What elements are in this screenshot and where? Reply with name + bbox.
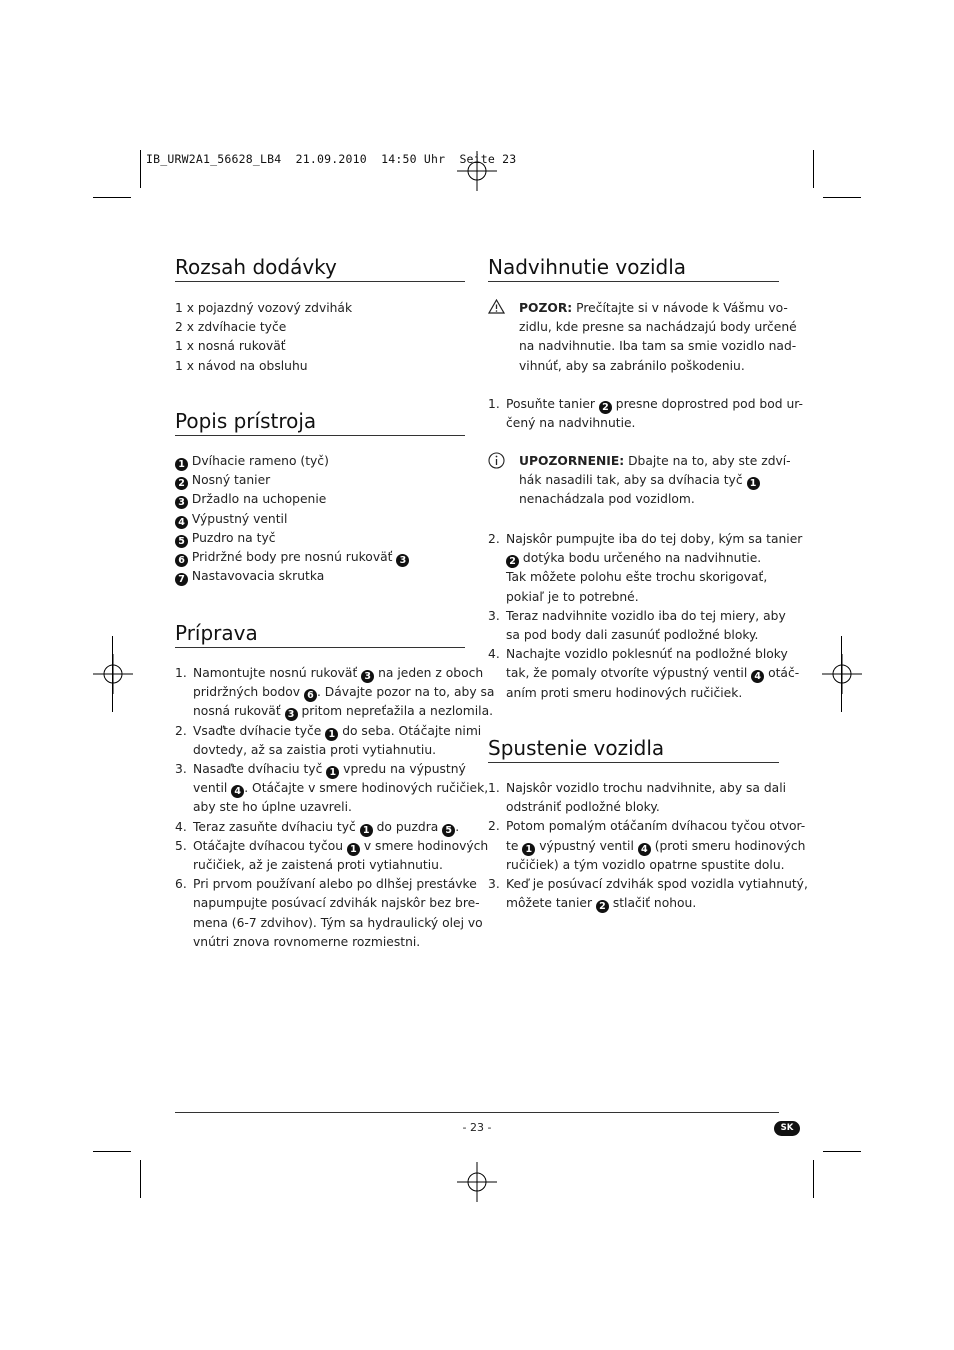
- part-number-badge: 2: [506, 555, 519, 568]
- step-text: vnútri znova rovnomerne rozmiestni.: [193, 934, 421, 949]
- step-number: 6.: [175, 877, 187, 892]
- part-number-badge: 3: [285, 708, 298, 721]
- list-item: 6 Pridržné body pre nosnú rukoväť 3: [175, 548, 409, 567]
- step-number: 4.: [488, 647, 500, 662]
- crop-mark: [823, 1151, 861, 1152]
- step-text: Nasaďte dvíhaciu tyč 1 vpredu na výpustný: [193, 762, 466, 778]
- step-text: Teraz nadvihnite vozidlo iba do tej miery, aby: [506, 608, 786, 623]
- list-item: 1 Dvíhacie rameno (tyč): [175, 452, 329, 471]
- part-number-badge: 1: [175, 458, 188, 471]
- step-text: te 1 výpustný ventil 4 (proti smeru hodinových: [506, 838, 806, 855]
- crop-mark: [93, 197, 131, 198]
- list-item: 5 Puzdro na tyč: [175, 529, 275, 548]
- step-number: 2.: [488, 819, 500, 834]
- step-text: môžete tanier 2 stlačiť nohou.: [506, 896, 697, 913]
- step-text: nosná rukoväť 3 pritom nepreťažila a nezlomila.: [193, 704, 494, 721]
- list-item: 7 Nastavovacia skrutka: [175, 567, 324, 586]
- warning-text: POZOR: Prečítajte si v návode k Vášmu vo-: [519, 301, 788, 315]
- step-text: Vsaďte dvíhacie tyče 1 do seba. Otáčajte nimi: [193, 723, 482, 740]
- step-text: ručičiek, až je zaistená proti vytiahnutiu.: [193, 858, 443, 872]
- step-number: 5.: [175, 838, 187, 853]
- section-title-nadvihnutie: Nadvihnutie vozidla: [488, 255, 687, 279]
- section-title-priprava: Príprava: [175, 621, 258, 645]
- crop-mark: [813, 150, 814, 188]
- part-number-badge: 4: [638, 843, 651, 856]
- part-number-badge: 6: [175, 554, 188, 567]
- list-item: 2 Nosný tanier: [175, 471, 270, 490]
- step-text: 2 dotýka bodu určeného na nadvihnutie.: [506, 549, 761, 568]
- warning-text: vihnúť, aby sa zabránilo poškodeniu.: [519, 358, 745, 373]
- part-number-badge: 7: [175, 573, 188, 586]
- step-number: 2.: [488, 532, 500, 546]
- divider: [175, 647, 465, 648]
- part-number-badge: 3: [396, 554, 409, 567]
- part-number-badge: 1: [347, 843, 360, 856]
- crop-mark: [823, 197, 861, 198]
- list-item: 1 x nosná rukoväť: [175, 339, 286, 354]
- step-text: Najskôr pumpujte iba do tej doby, kým sa tanier: [506, 532, 803, 546]
- note-text: UPOZORNENIE: Dbajte na to, aby ste zdví-: [519, 454, 791, 468]
- list-item: 3 Držadlo na uchopenie: [175, 490, 326, 509]
- part-number-badge: 2: [596, 900, 609, 913]
- step-text: Pri prvom používaní alebo po dlhšej prestávke: [193, 877, 477, 892]
- page-number: - 23 -: [462, 1121, 492, 1134]
- step-text: pridržných bodov 6 . Dávajte pozor na to, aby sa: [193, 685, 495, 702]
- step-text: aním proti smeru hodinových ručičiek.: [506, 685, 743, 700]
- step-text: Posuňte tanier 2 presne doprostred pod bod ur-: [506, 397, 803, 413]
- step-text: Najskôr vozidlo trochu nadvihnite, aby sa dali: [506, 781, 787, 795]
- step-text: Keď je posúvací zdvihák spod vozidla vytiahnutý,: [506, 877, 808, 891]
- part-number-badge: 2: [175, 477, 188, 490]
- crop-mark: [813, 1160, 814, 1198]
- part-number-badge: 5: [175, 535, 188, 548]
- crop-mark: [841, 636, 842, 712]
- crop-mark: [140, 1160, 141, 1198]
- step-text: ručičiek) a tým vozidlo opatrne spustite dolu.: [506, 857, 785, 872]
- note-text: nenachádzala pod vozidlom.: [519, 492, 695, 507]
- part-number-badge: 4: [175, 516, 188, 529]
- list-item: 4 Výpustný ventil: [175, 510, 287, 529]
- crop-mark: [140, 150, 141, 188]
- part-number-badge: 4: [231, 785, 244, 798]
- part-number-badge: 1: [325, 728, 338, 741]
- warning-label: POZOR:: [519, 301, 573, 315]
- registration-mark-icon: [457, 1162, 497, 1202]
- list-item: 1 x pojazdný vozový zdvihák: [175, 301, 353, 315]
- step-text: Otáčajte dvíhacou tyčou 1 v smere hodinových: [193, 838, 489, 855]
- list-item: 1 x návod na obsluhu: [175, 358, 308, 373]
- step-number: 3.: [488, 608, 500, 623]
- step-number: 3.: [488, 877, 500, 891]
- part-number-badge: 1: [326, 766, 339, 779]
- warning-icon: [488, 299, 505, 314]
- part-number-badge: 3: [361, 670, 374, 683]
- print-slug: IB_URW2A1_56628_LB4 21.09.2010 14:50 Uhr Seite 23: [146, 152, 517, 166]
- step-text: odstrániť podložné bloky.: [506, 800, 660, 815]
- step-text: Nachajte vozidlo poklesnúť na podložné bloky: [506, 647, 788, 662]
- divider: [175, 281, 465, 282]
- crop-mark: [93, 1151, 131, 1152]
- part-number-badge: 1: [360, 824, 373, 837]
- footer-divider: [175, 1112, 779, 1113]
- step-text: napumpujte posúvací zdvihák najskôr bez bre-: [193, 896, 480, 911]
- crop-mark: [112, 636, 113, 712]
- part-number-badge: 5: [442, 824, 455, 837]
- step-text: tak, že pomaly otvoríte výpustný ventil 4 otáč-: [506, 666, 800, 683]
- registration-mark-icon: [93, 654, 133, 694]
- step-text: pokiaľ je to potrebné.: [506, 589, 639, 604]
- step-number: 1.: [488, 781, 500, 795]
- registration-mark-icon: [822, 654, 862, 694]
- step-text: Namontujte nosnú rukoväť 3 na jeden z oboch: [193, 666, 484, 682]
- step-text: sa pod body dali zasunúť podložné bloky.: [506, 628, 759, 642]
- part-number-badge: 6: [304, 689, 317, 702]
- note-label: UPOZORNENIE:: [519, 454, 625, 468]
- step-number: 4.: [175, 819, 187, 834]
- step-text: Tak môžete polohu ešte trochu skorigovať,: [506, 570, 768, 585]
- list-item: 2 x zdvíhacie tyče: [175, 320, 287, 335]
- warning-text: na nadvihnutie. Iba tam sa smie vozidlo nad-: [519, 339, 797, 354]
- part-number-badge: 1: [747, 477, 760, 490]
- step-number: 1.: [488, 397, 500, 411]
- divider: [175, 435, 465, 436]
- step-number: 1.: [175, 666, 187, 680]
- step-text: ventil 4 . Otáčajte v smere hodinových ručičiek,: [193, 781, 489, 798]
- info-icon: [488, 452, 505, 469]
- part-number-badge: 2: [599, 401, 612, 414]
- part-number-badge: 4: [751, 670, 764, 683]
- step-text: Teraz zasuňte dvíhaciu tyč 1 do puzdra 5 .: [193, 819, 460, 836]
- warning-text: zidlu, kde presne sa nachádzajú body určené: [519, 320, 797, 335]
- step-number: 3.: [175, 762, 187, 776]
- step-text: čený na nadvihnutie.: [506, 416, 636, 431]
- step-text: Potom pomalým otáčaním dvíhacou tyčou otvor-: [506, 819, 806, 834]
- language-badge: SK: [774, 1121, 800, 1136]
- part-number-badge: 3: [175, 496, 188, 509]
- step-number: 2.: [175, 723, 187, 738]
- section-title-spustenie: Spustenie vozidla: [488, 736, 665, 760]
- step-text: dovtedy, až sa zaistia proti vytiahnutiu.: [193, 742, 437, 757]
- part-number-badge: 1: [522, 843, 535, 856]
- divider: [488, 281, 779, 282]
- note-text: hák nasadili tak, aby sa dvíhacia tyč 1: [519, 471, 760, 490]
- section-title-rozsah: Rozsah dodávky: [175, 255, 337, 279]
- section-title-popis: Popis prístroja: [175, 409, 317, 433]
- divider: [488, 762, 779, 763]
- step-text: aby ste ho úplne uzavreli.: [193, 800, 352, 815]
- step-text: mena (6-7 zdvihov). Tým sa hydraulický olej vo: [193, 915, 483, 930]
